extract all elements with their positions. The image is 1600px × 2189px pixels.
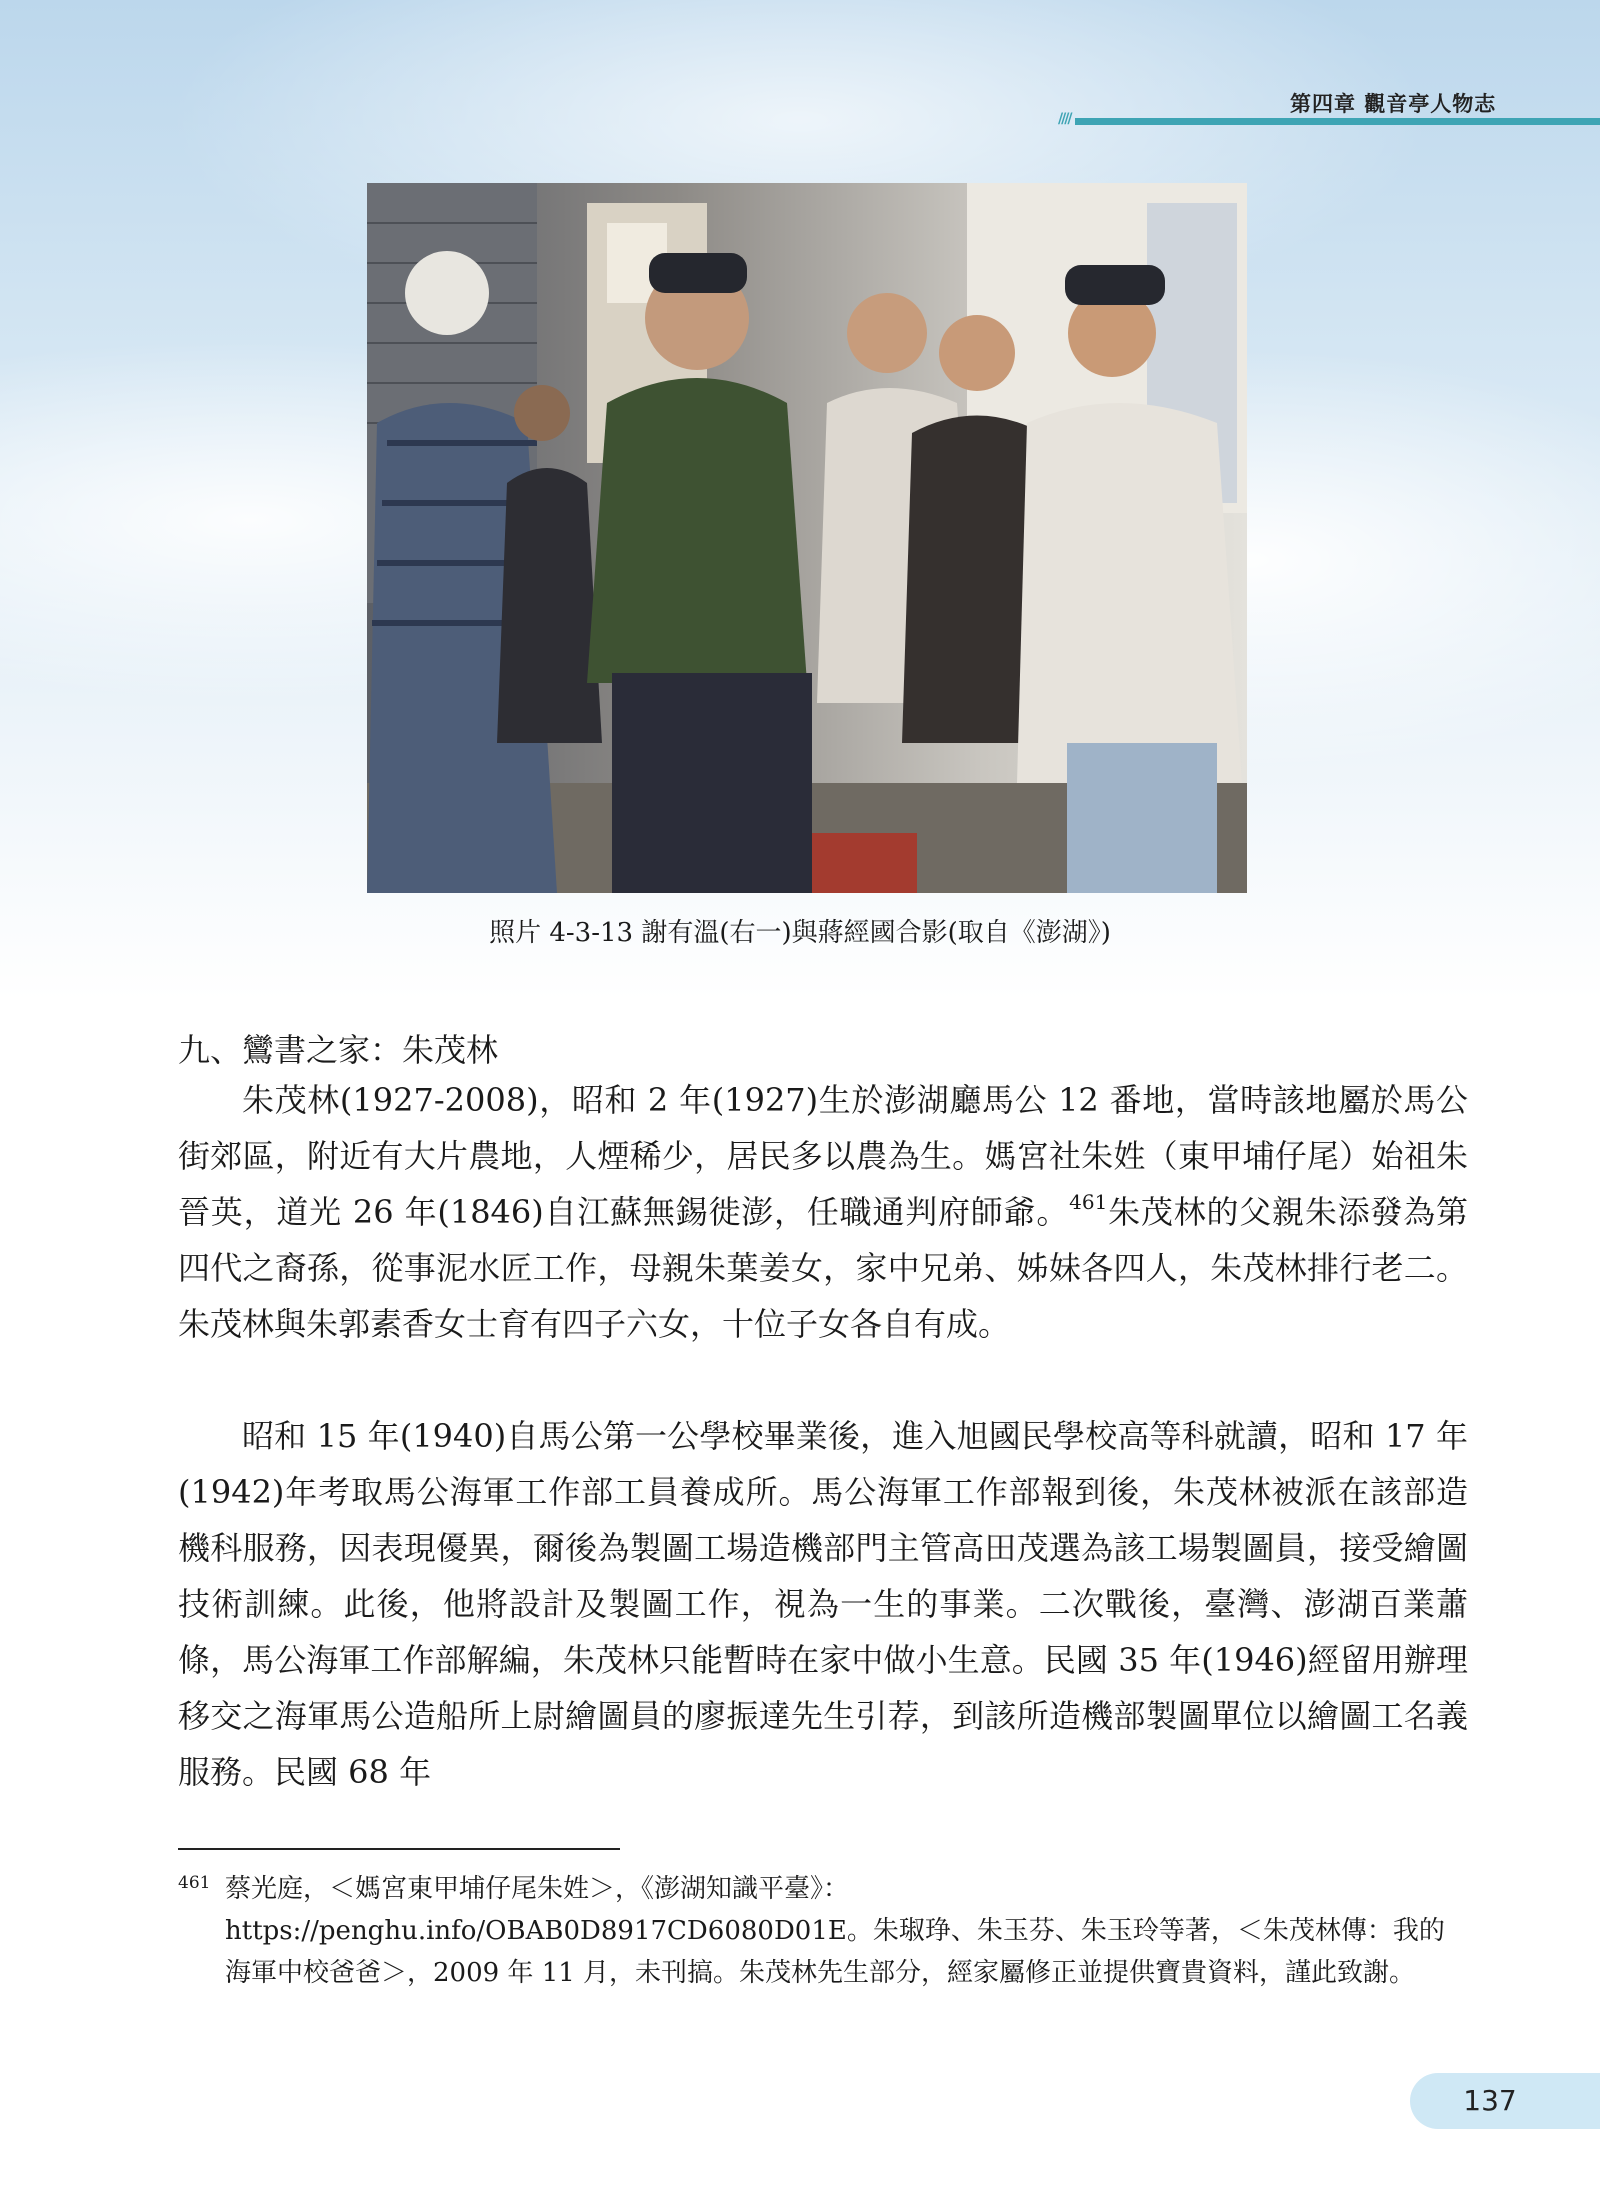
historical-photo [367,183,1247,893]
page-number: 137 [1463,2084,1517,2117]
footnote-text: 蔡光庭，＜媽宮東甲埔仔尾朱姓＞，《澎湖知識平臺》：https://penghu.info/OBAB0D8917CD6080D01E。朱琡琤、朱玉芬、朱玉玲等著，＜朱茂林傳：我的海軍中校爸爸＞，2009 年 11 月，未刊搞。朱茂林先生部分，經家屬修正並提供寶貴資料，謹此致謝。 [225,1874,1445,1988]
body-paragraph-2: 昭和 15 年(1940)自馬公第一公學校畢業後，進入旭國民學校高等科就讀，昭和 17 年(1942)年考取馬公海軍工作部工員養成所。馬公海軍工作部報到後，朱茂林被派在該部造機科服務，因表現優異，爾後為製圖工場造機部門主管高田茂選為該工場製圖員，接受繪圖技術訓練。此後，他將設計及製圖工作，視為一生的事業。二次戰後，臺灣、澎湖百業蕭條，馬公海軍工作部解編，朱茂林只能暫時在家中做小生意。民國 35 年(1946)經留用辦理移交之海軍馬公造船所上尉繪圖員的廖振達先生引荐，到該所造機部製圖單位以繪圖工名義服務。民國 68 年 [178,1417,1468,1791]
header-rule [1075,118,1600,125]
chapter-title: 第四章 觀音亭人物志 [1290,92,1497,116]
footnote-reference: 461 [1069,1190,1108,1214]
photo-caption: 照片 4-3-13 謝有溫(右一)與蔣經國合影(取自《澎湖》) [489,918,1111,948]
page-number-tab [1410,2073,1600,2129]
header-slash-decoration: //// [1058,111,1071,127]
section-heading: 九、鸞書之家：朱茂林 [178,1031,499,1069]
footnote-separator [178,1848,620,1850]
footnote [178,1868,1468,1994]
footnote-number: 461 [178,1873,211,1893]
body-paragraph-1 [178,1072,1468,1352]
paragraph-1-text-b: 朱茂林的父親朱添發為第四代之裔孫，從事泥水匠工作，母親朱葉姜女，家中兄弟、姊妹各四人，朱茂林排行老二。朱茂林與朱郭素香女士育有四子六女，十位子女各自有成。 [178,1193,1468,1343]
paragraph-1-text-a: 朱茂林(1927-2008)，昭和 2 年(1927)生於澎湖廳馬公 12 番地，當時該地屬於馬公街郊區，附近有大片農地，人煙稀少，居民多以農為生。媽宮社朱姓（東甲埔仔尾）始祖朱晉英，道光 26 年(1846)自江蘇無錫徙澎，任職通判府師爺。 [178,1081,1468,1231]
